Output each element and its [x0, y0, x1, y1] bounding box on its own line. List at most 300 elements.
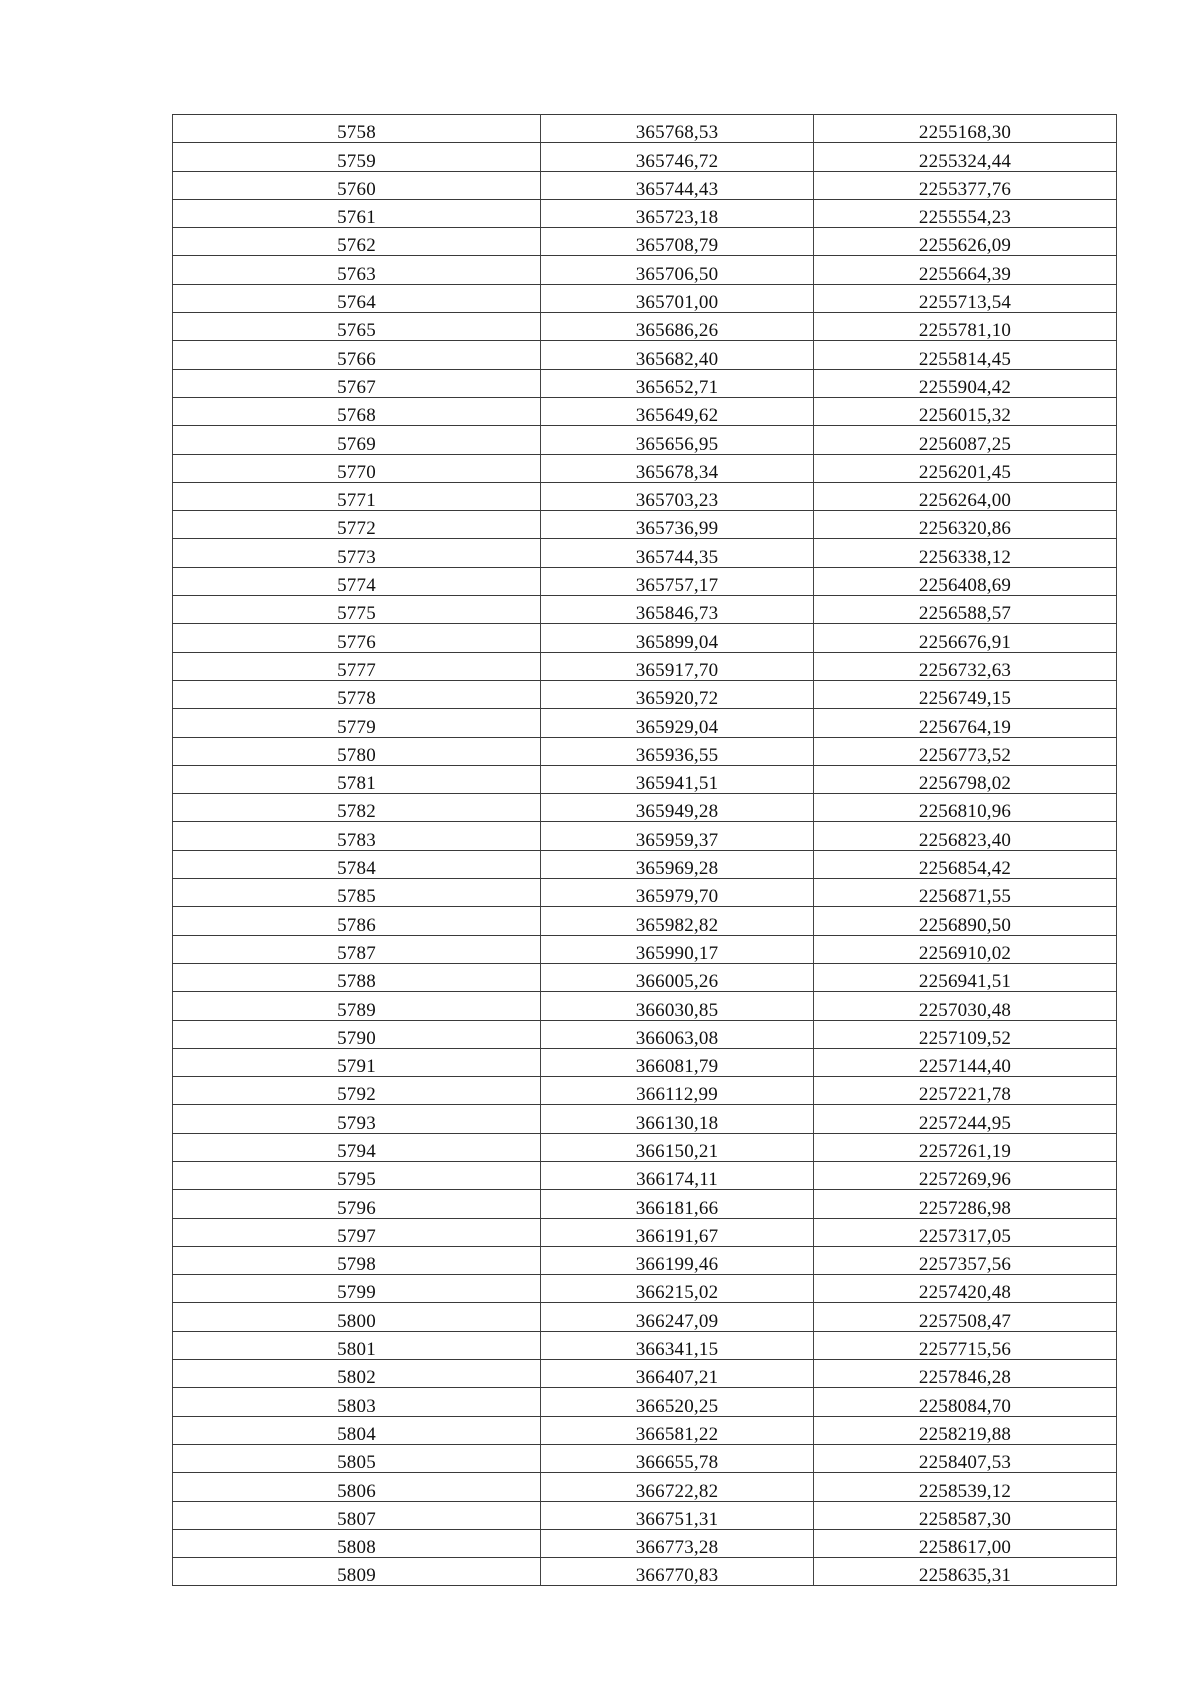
y-coordinate-text: 2258219,88 [918, 1423, 1012, 1445]
x-coordinate-cell [541, 596, 814, 624]
point-number-text: 5809 [337, 1565, 376, 1587]
point-number-text: 5770 [337, 461, 376, 483]
x-coordinate-text: 365701,00 [635, 292, 719, 314]
x-coordinate-text: 365979,70 [635, 886, 719, 908]
y-coordinate-cell [814, 313, 1117, 341]
point-number-cell [173, 171, 541, 199]
y-coordinate-cell [814, 765, 1117, 793]
x-coordinate-text: 365949,28 [635, 801, 719, 823]
table-row [173, 709, 1117, 737]
point-number-cell [173, 1444, 541, 1472]
table-row [173, 879, 1117, 907]
point-number-text: 5780 [337, 744, 376, 766]
x-coordinate-cell [541, 511, 814, 539]
table-row [173, 1360, 1117, 1388]
y-coordinate-text: 2257030,48 [918, 999, 1012, 1021]
point-number-text: 5769 [337, 433, 376, 455]
x-coordinate-cell [541, 143, 814, 171]
x-coordinate-text: 365678,34 [635, 461, 719, 483]
y-coordinate-text: 2257846,28 [918, 1367, 1012, 1389]
x-coordinate-text: 366174,11 [636, 1169, 718, 1191]
x-coordinate-cell [541, 1190, 814, 1218]
point-number-text: 5794 [337, 1140, 376, 1162]
point-number-cell [173, 879, 541, 907]
y-coordinate-cell [814, 709, 1117, 737]
x-coordinate-cell [541, 850, 814, 878]
y-coordinate-text: 2256676,91 [918, 631, 1012, 653]
x-coordinate-text: 365682,40 [635, 348, 719, 370]
y-coordinate-cell [814, 1529, 1117, 1557]
x-coordinate-text: 365917,70 [635, 659, 719, 681]
y-coordinate-text: 2255377,76 [918, 178, 1012, 200]
table-row [173, 511, 1117, 539]
point-number-text: 5799 [337, 1282, 376, 1304]
x-coordinate-cell [541, 454, 814, 482]
x-coordinate-text: 366520,25 [635, 1395, 719, 1417]
y-coordinate-text: 2257357,56 [918, 1254, 1012, 1276]
point-number-cell [173, 1077, 541, 1105]
table-row [173, 228, 1117, 256]
y-coordinate-text: 2256264,00 [918, 490, 1012, 512]
point-number-text: 5788 [337, 971, 376, 993]
point-number-text: 5800 [337, 1310, 376, 1332]
point-number-text: 5802 [337, 1367, 376, 1389]
y-coordinate-cell [814, 1020, 1117, 1048]
x-coordinate-cell [541, 1529, 814, 1557]
y-coordinate-text: 2257420,48 [918, 1282, 1012, 1304]
y-coordinate-cell [814, 567, 1117, 595]
y-coordinate-cell [814, 850, 1117, 878]
y-coordinate-cell [814, 1077, 1117, 1105]
x-coordinate-cell [541, 1105, 814, 1133]
table-row [173, 596, 1117, 624]
table-row [173, 1161, 1117, 1189]
x-coordinate-cell [541, 794, 814, 822]
point-number-text: 5803 [337, 1395, 376, 1417]
table-row [173, 567, 1117, 595]
table-row [173, 284, 1117, 312]
point-number-cell [173, 652, 541, 680]
y-coordinate-text: 2257261,19 [918, 1140, 1012, 1162]
point-number-text: 5771 [337, 490, 376, 512]
x-coordinate-text: 365706,50 [635, 263, 719, 285]
point-number-text: 5759 [337, 150, 376, 172]
x-coordinate-cell [541, 1077, 814, 1105]
x-coordinate-text: 365959,37 [635, 829, 719, 851]
x-coordinate-cell [541, 1218, 814, 1246]
point-number-cell [173, 935, 541, 963]
point-number-text: 5775 [337, 603, 376, 625]
x-coordinate-cell [541, 765, 814, 793]
y-coordinate-cell [814, 1275, 1117, 1303]
point-number-text: 5784 [337, 858, 376, 880]
y-coordinate-cell [814, 822, 1117, 850]
x-coordinate-cell [541, 1444, 814, 1472]
x-coordinate-text: 365723,18 [635, 207, 719, 229]
x-coordinate-cell [541, 1331, 814, 1359]
point-number-text: 5761 [337, 207, 376, 229]
y-coordinate-cell [814, 1501, 1117, 1529]
y-coordinate-text: 2258539,12 [918, 1480, 1012, 1502]
y-coordinate-text: 2257269,96 [918, 1169, 1012, 1191]
point-number-cell [173, 850, 541, 878]
point-number-text: 5791 [337, 1056, 376, 1078]
y-coordinate-cell [814, 284, 1117, 312]
x-coordinate-text: 365768,53 [635, 122, 719, 144]
y-coordinate-cell [814, 1133, 1117, 1161]
table-row [173, 794, 1117, 822]
point-number-text: 5779 [337, 716, 376, 738]
table-row [173, 539, 1117, 567]
y-coordinate-cell [814, 1558, 1117, 1586]
point-number-text: 5777 [337, 659, 376, 681]
x-coordinate-text: 366063,08 [635, 1027, 719, 1049]
y-coordinate-cell [814, 228, 1117, 256]
y-coordinate-text: 2255324,44 [918, 150, 1012, 172]
point-number-text: 5785 [337, 886, 376, 908]
point-number-text: 5776 [337, 631, 376, 653]
table-row [173, 1444, 1117, 1472]
x-coordinate-text: 366150,21 [635, 1140, 719, 1162]
x-coordinate-cell [541, 709, 814, 737]
point-number-text: 5774 [337, 575, 376, 597]
x-coordinate-cell [541, 1501, 814, 1529]
y-coordinate-text: 2256764,19 [918, 716, 1012, 738]
table-row [173, 765, 1117, 793]
table-row [173, 652, 1117, 680]
point-number-cell [173, 228, 541, 256]
y-coordinate-text: 2255168,30 [918, 122, 1012, 144]
x-coordinate-cell [541, 680, 814, 708]
table-row [173, 737, 1117, 765]
table-row [173, 935, 1117, 963]
point-number-text: 5783 [337, 829, 376, 851]
point-number-cell [173, 963, 541, 991]
x-coordinate-cell [541, 1473, 814, 1501]
table-row [173, 1218, 1117, 1246]
point-number-cell [173, 1275, 541, 1303]
point-number-text: 5765 [337, 320, 376, 342]
table-row [173, 1190, 1117, 1218]
point-number-text: 5758 [337, 122, 376, 144]
y-coordinate-text: 2256588,57 [918, 603, 1012, 625]
point-number-text: 5798 [337, 1254, 376, 1276]
y-coordinate-text: 2257144,40 [918, 1056, 1012, 1078]
y-coordinate-cell [814, 539, 1117, 567]
point-number-text: 5782 [337, 801, 376, 823]
point-number-cell [173, 1303, 541, 1331]
x-coordinate-cell [541, 426, 814, 454]
table-row [173, 1133, 1117, 1161]
table-row [173, 1388, 1117, 1416]
table-row [173, 1077, 1117, 1105]
x-coordinate-cell [541, 567, 814, 595]
y-coordinate-text: 2257109,52 [918, 1027, 1012, 1049]
x-coordinate-text: 365708,79 [635, 235, 719, 257]
point-number-cell [173, 284, 541, 312]
point-number-text: 5766 [337, 348, 376, 370]
x-coordinate-cell [541, 963, 814, 991]
x-coordinate-text: 366655,78 [635, 1452, 719, 1474]
table-row [173, 992, 1117, 1020]
x-coordinate-text: 365757,17 [635, 575, 719, 597]
point-number-cell [173, 1105, 541, 1133]
y-coordinate-text: 2255554,23 [918, 207, 1012, 229]
table-row [173, 454, 1117, 482]
point-number-text: 5789 [337, 999, 376, 1021]
y-coordinate-cell [814, 369, 1117, 397]
table-row [173, 199, 1117, 227]
point-number-cell [173, 1246, 541, 1274]
y-coordinate-cell [814, 1303, 1117, 1331]
x-coordinate-cell [541, 822, 814, 850]
point-number-text: 5787 [337, 942, 376, 964]
y-coordinate-text: 2255664,39 [918, 263, 1012, 285]
table-row [173, 1303, 1117, 1331]
point-number-text: 5801 [337, 1339, 376, 1361]
x-coordinate-cell [541, 539, 814, 567]
table-row [173, 426, 1117, 454]
point-number-cell [173, 1558, 541, 1586]
y-coordinate-cell [814, 1105, 1117, 1133]
y-coordinate-cell [814, 1161, 1117, 1189]
y-coordinate-cell [814, 1388, 1117, 1416]
y-coordinate-cell [814, 652, 1117, 680]
x-coordinate-text: 365941,51 [635, 773, 719, 795]
y-coordinate-text: 2255904,42 [918, 376, 1012, 398]
y-coordinate-text: 2256941,51 [918, 971, 1012, 993]
x-coordinate-cell [541, 1558, 814, 1586]
x-coordinate-text: 365744,43 [635, 178, 719, 200]
y-coordinate-cell [814, 426, 1117, 454]
y-coordinate-cell [814, 171, 1117, 199]
y-coordinate-text: 2257317,05 [918, 1225, 1012, 1247]
point-number-cell [173, 1473, 541, 1501]
point-number-cell [173, 539, 541, 567]
point-number-text: 5767 [337, 376, 376, 398]
y-coordinate-cell [814, 454, 1117, 482]
y-coordinate-text: 2257244,95 [918, 1112, 1012, 1134]
point-number-text: 5772 [337, 518, 376, 540]
point-number-cell [173, 256, 541, 284]
y-coordinate-text: 2258617,00 [918, 1537, 1012, 1559]
y-coordinate-text: 2256087,25 [918, 433, 1012, 455]
table-row [173, 397, 1117, 425]
table-row [173, 1105, 1117, 1133]
x-coordinate-cell [541, 907, 814, 935]
table-row [173, 1529, 1117, 1557]
y-coordinate-text: 2258635,31 [918, 1565, 1012, 1587]
x-coordinate-text: 365736,99 [635, 518, 719, 540]
point-number-text: 5807 [337, 1508, 376, 1530]
point-number-text: 5790 [337, 1027, 376, 1049]
x-coordinate-text: 366081,79 [635, 1056, 719, 1078]
x-coordinate-cell [541, 284, 814, 312]
x-coordinate-cell [541, 1275, 814, 1303]
table-row [173, 963, 1117, 991]
x-coordinate-cell [541, 482, 814, 510]
x-coordinate-text: 366191,67 [635, 1225, 719, 1247]
point-number-text: 5793 [337, 1112, 376, 1134]
x-coordinate-text: 365990,17 [635, 942, 719, 964]
y-coordinate-text: 2256823,40 [918, 829, 1012, 851]
y-coordinate-cell [814, 737, 1117, 765]
x-coordinate-cell [541, 256, 814, 284]
x-coordinate-text: 365649,62 [635, 405, 719, 427]
y-coordinate-cell [814, 1444, 1117, 1472]
point-number-cell [173, 199, 541, 227]
y-coordinate-cell [814, 907, 1117, 935]
x-coordinate-cell [541, 1360, 814, 1388]
y-coordinate-text: 2258587,30 [918, 1508, 1012, 1530]
point-number-text: 5768 [337, 405, 376, 427]
y-coordinate-cell [814, 935, 1117, 963]
point-number-cell [173, 1501, 541, 1529]
x-coordinate-text: 366581,22 [635, 1423, 719, 1445]
y-coordinate-text: 2257286,98 [918, 1197, 1012, 1219]
y-coordinate-cell [814, 397, 1117, 425]
y-coordinate-text: 2256732,63 [918, 659, 1012, 681]
point-number-cell [173, 341, 541, 369]
point-number-cell [173, 1388, 541, 1416]
y-coordinate-text: 2256798,02 [918, 773, 1012, 795]
point-number-cell [173, 143, 541, 171]
point-number-text: 5796 [337, 1197, 376, 1219]
y-coordinate-cell [814, 1473, 1117, 1501]
point-number-cell [173, 765, 541, 793]
x-coordinate-cell [541, 313, 814, 341]
table-row [173, 1020, 1117, 1048]
x-coordinate-cell [541, 171, 814, 199]
y-coordinate-text: 2255713,54 [918, 292, 1012, 314]
y-coordinate-text: 2256338,12 [918, 546, 1012, 568]
x-coordinate-cell [541, 369, 814, 397]
y-coordinate-cell [814, 680, 1117, 708]
x-coordinate-text: 365920,72 [635, 688, 719, 710]
x-coordinate-text: 366770,83 [635, 1565, 719, 1587]
table-row [173, 1558, 1117, 1586]
point-number-text: 5797 [337, 1225, 376, 1247]
point-number-cell [173, 369, 541, 397]
table-row [173, 907, 1117, 935]
x-coordinate-cell [541, 992, 814, 1020]
table-row [173, 482, 1117, 510]
point-number-cell [173, 313, 541, 341]
y-coordinate-cell [814, 1246, 1117, 1274]
point-number-text: 5808 [337, 1537, 376, 1559]
point-number-cell [173, 1218, 541, 1246]
coordinates-table [172, 114, 1117, 1586]
x-coordinate-text: 365929,04 [635, 716, 719, 738]
y-coordinate-text: 2256408,69 [918, 575, 1012, 597]
table-row [173, 1246, 1117, 1274]
point-number-text: 5762 [337, 235, 376, 257]
point-number-text: 5760 [337, 178, 376, 200]
point-number-cell [173, 1133, 541, 1161]
table-row [173, 850, 1117, 878]
point-number-cell [173, 1331, 541, 1359]
x-coordinate-text: 366773,28 [635, 1537, 719, 1559]
point-number-text: 5804 [337, 1423, 376, 1445]
point-number-text: 5786 [337, 914, 376, 936]
point-number-cell [173, 454, 541, 482]
y-coordinate-cell [814, 199, 1117, 227]
point-number-cell [173, 1360, 541, 1388]
x-coordinate-text: 366215,02 [635, 1282, 719, 1304]
point-number-cell [173, 482, 541, 510]
y-coordinate-text: 2256810,96 [918, 801, 1012, 823]
point-number-cell [173, 1048, 541, 1076]
x-coordinate-text: 366722,82 [635, 1480, 719, 1502]
point-number-cell [173, 426, 541, 454]
y-coordinate-text: 2256015,32 [918, 405, 1012, 427]
table-row [173, 680, 1117, 708]
point-number-cell [173, 737, 541, 765]
y-coordinate-text: 2255626,09 [918, 235, 1012, 257]
point-number-cell [173, 596, 541, 624]
point-number-cell [173, 1529, 541, 1557]
point-number-text: 5764 [337, 292, 376, 314]
x-coordinate-text: 366112,99 [636, 1084, 718, 1106]
point-number-cell [173, 511, 541, 539]
x-coordinate-cell [541, 199, 814, 227]
point-number-text: 5781 [337, 773, 376, 795]
x-coordinate-text: 366247,09 [635, 1310, 719, 1332]
y-coordinate-text: 2256201,45 [918, 461, 1012, 483]
x-coordinate-cell [541, 652, 814, 680]
y-coordinate-cell [814, 794, 1117, 822]
x-coordinate-cell [541, 1133, 814, 1161]
x-coordinate-cell [541, 935, 814, 963]
x-coordinate-cell [541, 397, 814, 425]
y-coordinate-text: 2256749,15 [918, 688, 1012, 710]
point-number-cell [173, 709, 541, 737]
x-coordinate-text: 365703,23 [635, 490, 719, 512]
point-number-text: 5806 [337, 1480, 376, 1502]
y-coordinate-cell [814, 1048, 1117, 1076]
point-number-cell [173, 907, 541, 935]
point-number-text: 5795 [337, 1169, 376, 1191]
y-coordinate-text: 2256854,42 [918, 858, 1012, 880]
x-coordinate-text: 366751,31 [635, 1508, 719, 1530]
y-coordinate-text: 2258084,70 [918, 1395, 1012, 1417]
point-number-text: 5763 [337, 263, 376, 285]
x-coordinate-cell [541, 1020, 814, 1048]
x-coordinate-cell [541, 1388, 814, 1416]
x-coordinate-text: 366407,21 [635, 1367, 719, 1389]
point-number-cell [173, 1020, 541, 1048]
y-coordinate-cell [814, 143, 1117, 171]
table-row [173, 822, 1117, 850]
x-coordinate-cell [541, 341, 814, 369]
table-row [173, 143, 1117, 171]
y-coordinate-text: 2256320,86 [918, 518, 1012, 540]
x-coordinate-text: 365686,26 [635, 320, 719, 342]
table-row [173, 171, 1117, 199]
y-coordinate-cell [814, 511, 1117, 539]
x-coordinate-text: 365846,73 [635, 603, 719, 625]
point-number-text: 5773 [337, 546, 376, 568]
y-coordinate-cell [814, 1360, 1117, 1388]
point-number-cell [173, 992, 541, 1020]
y-coordinate-cell [814, 963, 1117, 991]
y-coordinate-cell [814, 256, 1117, 284]
x-coordinate-text: 365652,71 [635, 376, 719, 398]
point-number-text: 5805 [337, 1452, 376, 1474]
x-coordinate-cell [541, 228, 814, 256]
y-coordinate-cell [814, 1416, 1117, 1444]
x-coordinate-text: 365936,55 [635, 744, 719, 766]
